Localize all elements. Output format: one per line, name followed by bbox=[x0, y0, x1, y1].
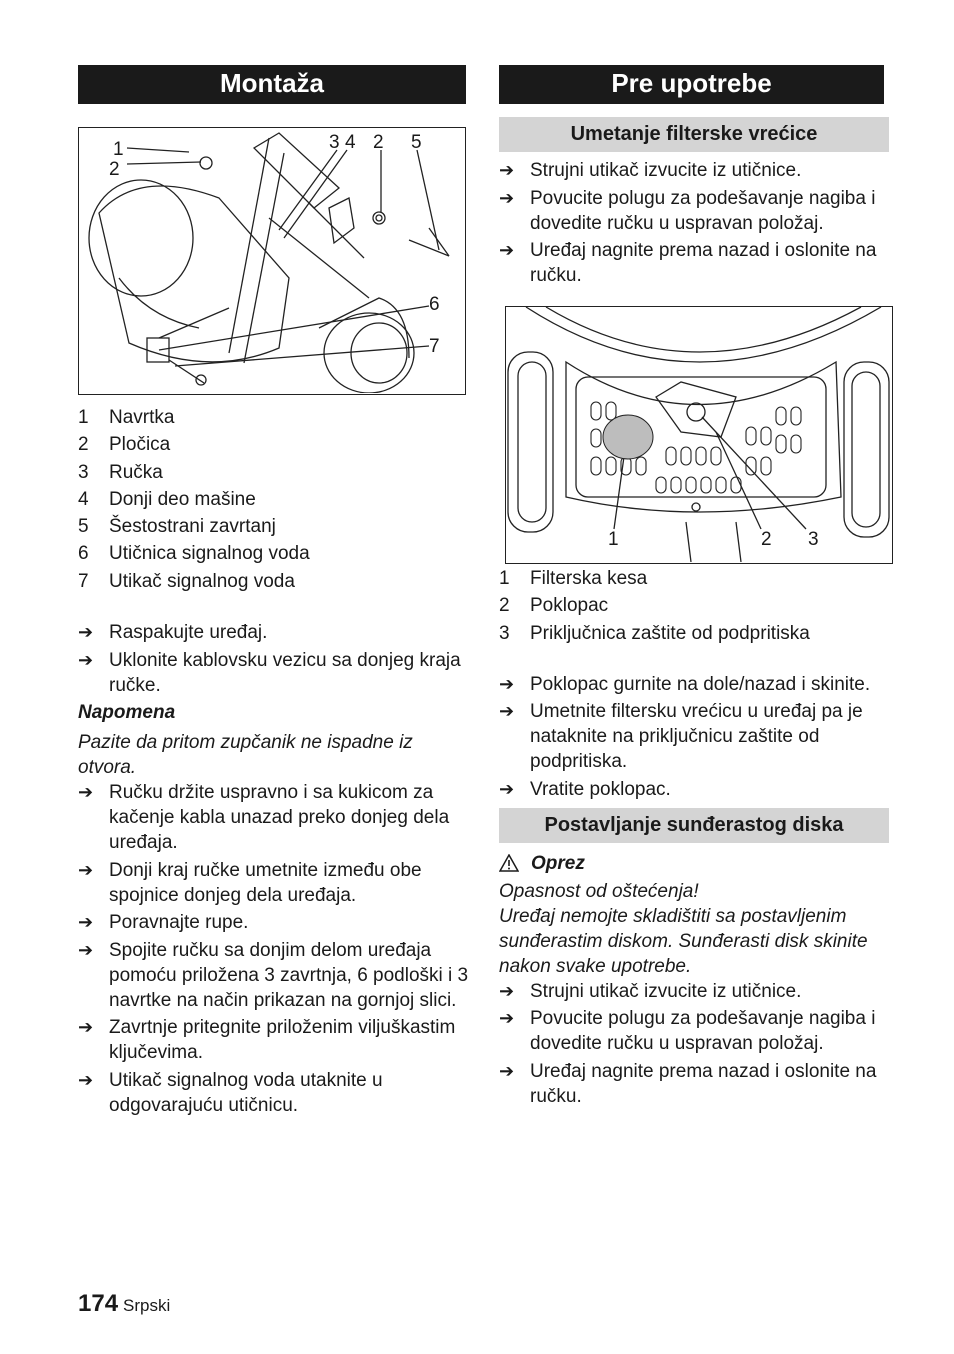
caution-title: Oprez bbox=[531, 852, 585, 874]
arrow-icon: ➔ bbox=[499, 187, 515, 208]
step-item: ➔ Strujni utikač izvucite iz utičnice. bbox=[499, 160, 802, 181]
arrow-icon: ➔ bbox=[78, 1017, 94, 1038]
arrow-icon: ➔ bbox=[78, 782, 94, 803]
note-title: Napomena bbox=[78, 702, 176, 724]
subsection-sponge-disk: Postavljanje sunđerastog diska bbox=[499, 808, 889, 843]
section-title-montaza: Montaža bbox=[78, 65, 466, 104]
filter-prep-steps bbox=[499, 158, 899, 288]
filter-figure bbox=[505, 306, 893, 564]
fig-label-4: 4 bbox=[345, 132, 356, 153]
fig-label-2b: 2 bbox=[373, 132, 384, 153]
unpack-steps bbox=[78, 620, 470, 698]
filter-fig-label-3: 3 bbox=[808, 529, 819, 550]
assembly-steps bbox=[78, 780, 470, 1118]
sponge-steps bbox=[499, 979, 899, 1109]
legend-item: 5 Šestostrani zavrtanj bbox=[78, 516, 276, 538]
caution-text-1: Opasnost od oštećenja! bbox=[499, 880, 699, 902]
step-item: ➔ Donji kraj ručke umetnite između obe spojnice donjeg dela uređaja. bbox=[78, 859, 422, 906]
step-item: ➔ Vratite poklopac. bbox=[499, 778, 671, 800]
arrow-icon: ➔ bbox=[499, 778, 515, 799]
step-item: ➔ Utikač signalnog voda utaknite u odgovarajuću utičnicu. bbox=[78, 1069, 383, 1116]
filter-legend bbox=[499, 565, 899, 647]
right-column bbox=[499, 65, 899, 1111]
legend-item: 7 Utikač signalnog voda bbox=[78, 570, 295, 592]
footer-language: Srpski bbox=[123, 1296, 171, 1315]
arrow-icon: ➔ bbox=[78, 622, 94, 643]
warning-icon bbox=[499, 854, 519, 872]
assembly-figure bbox=[78, 127, 466, 395]
arrow-icon: ➔ bbox=[499, 980, 515, 1001]
filter-fig-label-1: 1 bbox=[608, 529, 619, 550]
legend-item: 2 Pločica bbox=[78, 434, 171, 456]
section-title-pre-upotrebe: Pre upotrebe bbox=[499, 65, 884, 104]
filter-illustration bbox=[506, 307, 891, 562]
arrow-icon: ➔ bbox=[499, 240, 515, 260]
fig-label-7: 7 bbox=[429, 336, 440, 357]
step-item: ➔ Povucite polugu za podešavanje nagiba i dovedite ručku u uspravan položaj. bbox=[499, 1008, 876, 1055]
arrow-icon: ➔ bbox=[78, 912, 94, 933]
arrow-icon: ➔ bbox=[499, 1008, 515, 1029]
fig-label-6: 6 bbox=[429, 294, 440, 315]
step-item: ➔ Zavrtnje pritegnite priloženim viljuškastim ključevima. bbox=[78, 1017, 456, 1064]
arrow-icon: ➔ bbox=[78, 649, 94, 670]
step-item: ➔ Strujni utikač izvucite iz utičnice. bbox=[499, 980, 802, 1002]
subsection-filter-bag: Umetanje filterske vrećice bbox=[499, 117, 889, 152]
fig-label-1: 1 bbox=[113, 139, 124, 160]
arrow-icon: ➔ bbox=[78, 939, 94, 960]
step-item: ➔ Povucite polugu za podešavanje nagiba i dovedite ručku u uspravan položaj. bbox=[499, 187, 876, 234]
step-item: ➔ Poravnajte rupe. bbox=[78, 912, 249, 934]
assembly-illustration bbox=[79, 128, 464, 393]
filter-fig-label-2: 2 bbox=[761, 529, 772, 550]
fig-label-2: 2 bbox=[109, 159, 120, 180]
arrow-icon: ➔ bbox=[499, 701, 515, 722]
step-item: ➔ Uređaj nagnite prema nazad i oslonite na ručku. bbox=[499, 1060, 877, 1107]
caution-text-2: Uređaj nemojte skladištiti sa postavljenim sunđerastim diskom. Sunđerasti disk skinite nakon svake upotrebe. bbox=[499, 905, 868, 977]
step-item: ➔ Umetnite filtersku vrećicu u uređaj pa je nataknite na priključnicu zaštite od podpritiska. bbox=[499, 701, 863, 773]
legend-item: 1 Navrtka bbox=[78, 407, 175, 428]
caution-heading bbox=[499, 851, 899, 876]
fig-label-3: 3 bbox=[329, 132, 340, 153]
filter-insert-steps bbox=[499, 672, 899, 802]
step-item: ➔ Raspakujte uređaj. bbox=[78, 622, 268, 644]
step-item: ➔ Poklopac gurnite na dole/nazad i skinite. bbox=[499, 673, 871, 695]
legend-item: 4 Donji deo mašine bbox=[78, 488, 256, 510]
arrow-icon: ➔ bbox=[499, 673, 515, 694]
arrow-icon: ➔ bbox=[78, 859, 94, 880]
page-number: 174 bbox=[78, 1290, 119, 1317]
step-item: ➔ Spojite ručku sa donjim delom uređaja pomoću priložena 3 zavrtnja, 6 podloški i 3 navrtke na način prikazan na gornjoj slici. bbox=[78, 939, 469, 1011]
step-item: ➔ Ručku držite uspravno i sa kukicom za kačenje kabla unazad preko donjeg dela uređaja. bbox=[78, 782, 450, 854]
legend-item: 2 Poklopac bbox=[499, 595, 609, 617]
arrow-icon: ➔ bbox=[499, 160, 515, 180]
arrow-icon: ➔ bbox=[78, 1069, 94, 1090]
arrow-icon: ➔ bbox=[499, 1060, 515, 1081]
legend-item: 1 Filterska kesa bbox=[499, 568, 648, 589]
page-footer bbox=[78, 1290, 170, 1318]
step-item: ➔ Uklonite kablovsku vezicu sa donjeg kraja ručke. bbox=[78, 649, 461, 696]
step-item: ➔ Uređaj nagnite prema nazad i oslonite na ručku. bbox=[499, 240, 877, 286]
note-text: Pazite da pritom zupčanik ne ispadne iz otvora. bbox=[78, 732, 413, 779]
legend-item: 3 Priključnica zaštite od podpritiska bbox=[499, 622, 810, 644]
assembly-legend bbox=[78, 404, 470, 595]
fig-label-5: 5 bbox=[411, 132, 422, 153]
legend-item: 6 Utičnica signalnog voda bbox=[78, 543, 310, 565]
left-column bbox=[78, 65, 470, 1120]
legend-item: 3 Ručka bbox=[78, 461, 163, 483]
